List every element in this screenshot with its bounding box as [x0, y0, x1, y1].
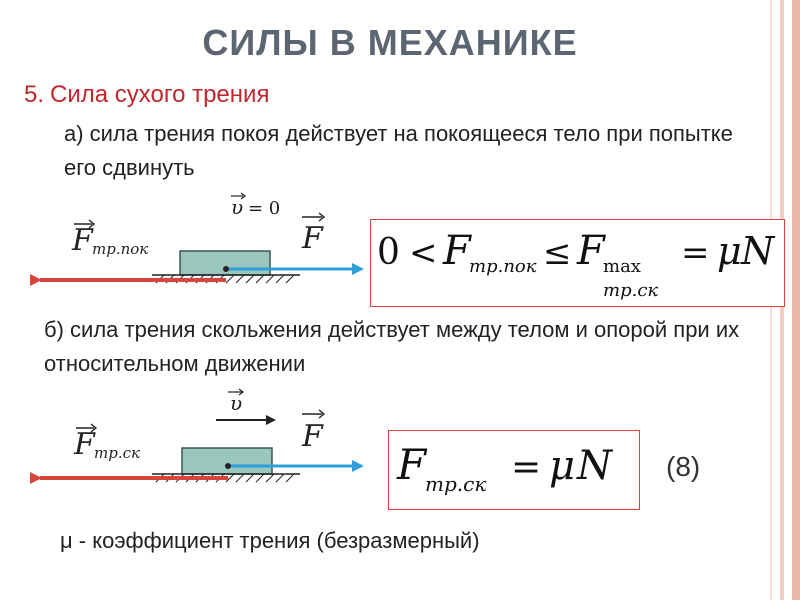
- friction-force-subscript: тр.ск: [94, 444, 140, 462]
- formula-sub2: тр.ск: [603, 280, 659, 301]
- formula-n: N: [577, 443, 612, 489]
- friction-force-label: [71, 220, 148, 258]
- section-heading: [24, 81, 269, 109]
- formula-mu: μ: [717, 229, 742, 273]
- applied-force-label: [301, 213, 324, 256]
- formula-less-equal: ≤: [543, 233, 572, 273]
- formula-equals: =: [511, 447, 542, 488]
- static-friction-figure: [34, 190, 370, 310]
- static-friction-formula-math: [371, 220, 784, 306]
- friction-coefficient-note: μ - коэффициент трения (безразмерный): [60, 528, 480, 553]
- static-friction-formula: [370, 219, 785, 307]
- formula-sup2: max: [603, 256, 641, 277]
- friction-force-symbol: F: [74, 427, 95, 462]
- slide-title: СИЛЫ В МЕХАНИКЕ: [202, 22, 578, 63]
- equation-number: (8): [666, 451, 701, 482]
- sliding-friction-formula: [388, 430, 640, 510]
- sliding-friction-formula-math: [389, 431, 639, 509]
- velocity-symbol: υ: [231, 195, 244, 219]
- center-of-mass-dot: [225, 463, 231, 469]
- formula-f: F: [397, 440, 427, 489]
- friction-force-label: [73, 424, 140, 462]
- formula-zero: 0: [377, 232, 400, 273]
- velocity-value: = 0: [248, 198, 281, 219]
- formula-mu: μ: [549, 443, 575, 489]
- formula-sub: тр.ск: [425, 472, 487, 496]
- formula-n: N: [741, 229, 775, 273]
- friction-force-symbol: F: [72, 223, 93, 258]
- center-of-mass-dot: [223, 266, 229, 272]
- formula-f1: F: [443, 228, 471, 274]
- block: [182, 448, 272, 474]
- formula-f2: F: [577, 228, 605, 274]
- section-number: 5.: [24, 81, 45, 108]
- applied-force-symbol: F: [302, 419, 323, 454]
- part-b-text: б) сила трения скольжения действует между телом и опорой при их относительном движении: [44, 317, 740, 376]
- velocity-symbol: υ: [230, 391, 243, 415]
- friction-force-subscript: тр.пок: [92, 240, 149, 258]
- part-a-text: а) сила трения покоя действует на покоящееся тело при попытке его сдвинуть: [64, 121, 733, 180]
- formula-sub1: тр.пок: [469, 256, 537, 277]
- decorative-edge-stripe: [792, 0, 800, 600]
- section-heading-text: Сила сухого трения: [50, 81, 270, 108]
- formula-less-than: <: [409, 233, 438, 273]
- velocity-label: [216, 389, 274, 420]
- sliding-friction-figure: [34, 384, 370, 504]
- diagram-sliding-friction: [34, 384, 370, 504]
- diagram-static-friction: [34, 190, 370, 310]
- formula-equals: =: [681, 233, 710, 273]
- applied-force-label: [301, 410, 324, 454]
- velocity-label: [231, 193, 280, 219]
- applied-force-symbol: F: [302, 221, 323, 256]
